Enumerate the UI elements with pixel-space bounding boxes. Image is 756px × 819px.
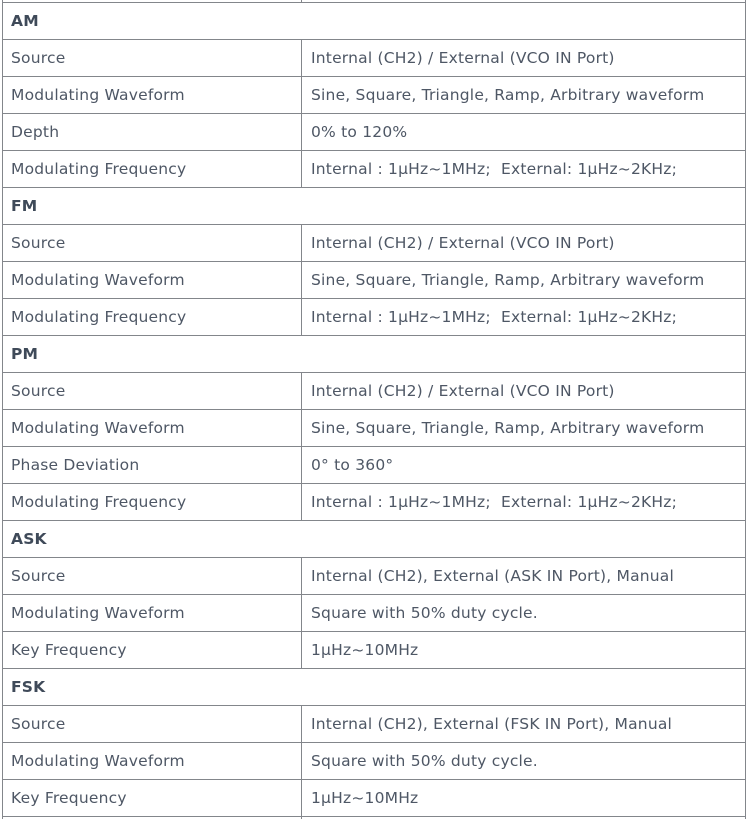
section-title-am: AM — [11, 12, 39, 30]
row-ask-source — [2, 558, 746, 595]
section-title-pm: PM — [11, 345, 39, 363]
spec-value: Internal (CH2) / External (VCO IN Port) — [311, 49, 615, 67]
spec-value: Sine, Square, Triangle, Ramp, Arbitrary waveform — [311, 86, 705, 104]
previous-row-label-cell-fragment — [3, 0, 302, 2]
row-pm-modulating-waveform — [2, 410, 746, 447]
spec-label: Modulating Waveform — [3, 262, 302, 298]
row-fsk-modulating-waveform — [2, 743, 746, 780]
spec-label: Source — [3, 373, 302, 409]
row-am-depth — [2, 114, 746, 151]
row-fsk-key-frequency — [2, 780, 746, 817]
row-pm-source — [2, 373, 746, 410]
spec-value: Internal (CH2), External (FSK IN Port), Manual — [311, 715, 673, 733]
row-fm-modulating-waveform — [2, 262, 746, 299]
spec-label: Depth — [3, 114, 302, 150]
spec-value: Internal (CH2), External (ASK IN Port), Manual — [311, 567, 675, 585]
row-am-modulating-waveform — [2, 77, 746, 114]
section-title-ask: ASK — [11, 530, 47, 548]
row-fsk-source — [2, 706, 746, 743]
spec-label: Modulating Waveform — [3, 410, 302, 446]
spec-label: Key Frequency — [3, 632, 302, 668]
spec-label: Source — [3, 558, 302, 594]
modulation-spec-table — [2, 0, 746, 819]
spec-value: Sine, Square, Triangle, Ramp, Arbitrary waveform — [311, 271, 705, 289]
spec-label: Key Frequency — [3, 780, 302, 816]
section-header-ask — [2, 521, 746, 558]
spec-value: 1µHz~10MHz — [311, 789, 419, 807]
spec-value: Internal : 1µHz~1MHz; External: 1µHz~2KHz; — [311, 308, 678, 326]
spec-value: Internal (CH2) / External (VCO IN Port) — [311, 382, 615, 400]
spec-value: Internal : 1µHz~1MHz; External: 1µHz~2KHz; — [311, 493, 678, 511]
spec-label: Source — [3, 40, 302, 76]
row-pm-modulating-frequency — [2, 484, 746, 521]
spec-label: Modulating Frequency — [3, 299, 302, 335]
row-pm-phase-deviation — [2, 447, 746, 484]
spec-value: Internal : 1µHz~1MHz; External: 1µHz~2KHz; — [311, 160, 678, 178]
row-am-modulating-frequency — [2, 151, 746, 188]
spec-value: Square with 50% duty cycle. — [311, 752, 538, 770]
spec-value: Square with 50% duty cycle. — [311, 604, 538, 622]
section-header-fm — [2, 188, 746, 225]
spec-value: 1µHz~10MHz — [311, 641, 419, 659]
spec-label: Modulating Frequency — [3, 484, 302, 520]
spec-label: Modulating Waveform — [3, 743, 302, 779]
spec-value: 0° to 360° — [311, 456, 394, 474]
spec-value: 0% to 120% — [311, 123, 408, 141]
spec-label: Source — [3, 225, 302, 261]
row-fm-modulating-frequency — [2, 299, 746, 336]
spec-value: Internal (CH2) / External (VCO IN Port) — [311, 234, 615, 252]
section-title-fm: FM — [11, 197, 38, 215]
spec-label: Phase Deviation — [3, 447, 302, 483]
spec-label: Modulating Frequency — [3, 151, 302, 187]
previous-row-value-cell-fragment — [302, 0, 745, 2]
row-fm-source — [2, 225, 746, 262]
row-am-source — [2, 40, 746, 77]
spec-label: Modulating Waveform — [3, 595, 302, 631]
spec-value: Sine, Square, Triangle, Ramp, Arbitrary waveform — [311, 419, 705, 437]
section-title-fsk: FSK — [11, 678, 46, 696]
section-header-fsk — [2, 669, 746, 706]
spec-label: Modulating Waveform — [3, 77, 302, 113]
spec-label: Source — [3, 706, 302, 742]
section-header-am — [2, 3, 746, 40]
row-ask-key-frequency — [2, 632, 746, 669]
section-header-pm — [2, 336, 746, 373]
row-ask-modulating-waveform — [2, 595, 746, 632]
